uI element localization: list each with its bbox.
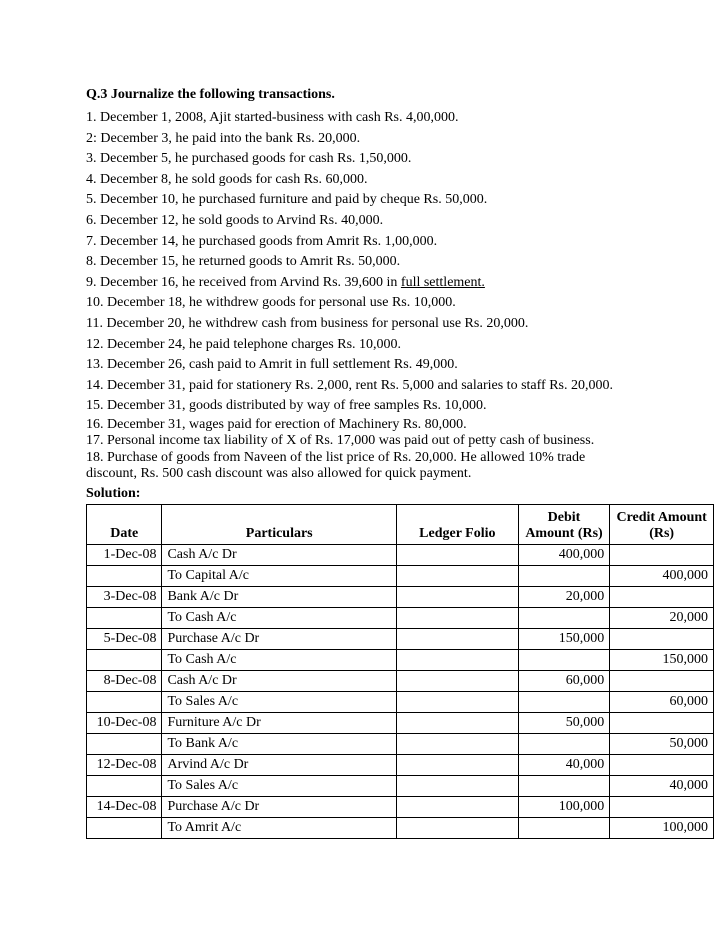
- list-item-text: 9. December 16, he received from Arvind Rs. 39,600 in: [86, 274, 401, 290]
- cell-debit: [518, 776, 610, 797]
- cell-ledger-folio: [396, 608, 518, 629]
- cell-debit: 60,000: [518, 671, 610, 692]
- list-item: 18. Purchase of goods from Naveen of the list price of Rs. 20,000. He allowed 10% trade: [86, 449, 586, 465]
- cell-ledger-folio: [396, 566, 518, 587]
- cell-credit: 400,000: [610, 566, 714, 587]
- table-row: [87, 587, 714, 608]
- cell-particulars: Bank A/c Dr: [162, 587, 396, 608]
- header-debit: Debit Amount (Rs): [518, 505, 610, 545]
- cell-ledger-folio: [396, 629, 518, 650]
- cell-credit: 100,000: [610, 818, 714, 839]
- cell-particulars: To Amrit A/c: [162, 818, 396, 839]
- cell-particulars: Purchase A/c Dr: [162, 797, 396, 818]
- question-title: Q.3 Journalize the following transactions.: [86, 87, 335, 102]
- table-row: [87, 629, 714, 650]
- cell-date: [87, 566, 162, 587]
- list-item: 2: December 3, he paid into the bank Rs. 20,000.: [86, 130, 361, 146]
- cell-date: 10-Dec-08: [87, 713, 162, 734]
- cell-date: [87, 818, 162, 839]
- table-row: [87, 818, 714, 839]
- cell-debit: [518, 692, 610, 713]
- cell-particulars: Cash A/c Dr: [162, 671, 396, 692]
- cell-ledger-folio: [396, 776, 518, 797]
- cell-particulars: Arvind A/c Dr: [162, 755, 396, 776]
- table-row: [87, 797, 714, 818]
- cell-credit: [610, 671, 714, 692]
- list-item: discount, Rs. 500 cash discount was also allowed for quick payment.: [86, 466, 472, 482]
- list-item: 11. December 20, he withdrew cash from business for personal use Rs. 20,000.: [86, 315, 529, 331]
- cell-date: [87, 608, 162, 629]
- cell-ledger-folio: [396, 692, 518, 713]
- cell-ledger-folio: [396, 587, 518, 608]
- solution-label: Solution:: [86, 486, 141, 501]
- cell-particulars: To Sales A/c: [162, 692, 396, 713]
- cell-date: [87, 734, 162, 755]
- table-row: [87, 776, 714, 797]
- cell-particulars: Cash A/c Dr: [162, 545, 396, 566]
- table-header-row: [87, 505, 714, 545]
- cell-debit: 50,000: [518, 713, 610, 734]
- transaction-list: [86, 108, 686, 483]
- cell-ledger-folio: [396, 755, 518, 776]
- cell-date: 14-Dec-08: [87, 797, 162, 818]
- cell-ledger-folio: [396, 545, 518, 566]
- list-item: 1. December 1, 2008, Ajit started-business with cash Rs. 4,00,000.: [86, 110, 459, 125]
- table-row: [87, 650, 714, 671]
- cell-date: 3-Dec-08: [87, 587, 162, 608]
- cell-particulars: To Cash A/c: [162, 608, 396, 629]
- header-date: Date: [87, 505, 162, 545]
- cell-debit: [518, 734, 610, 755]
- cell-debit: 20,000: [518, 587, 610, 608]
- cell-ledger-folio: [396, 734, 518, 755]
- cell-credit: [610, 797, 714, 818]
- journal-table: [86, 504, 714, 839]
- list-item: 10. December 18, he withdrew goods for personal use Rs. 10,000.: [86, 295, 456, 311]
- cell-credit: 20,000: [610, 608, 714, 629]
- cell-ledger-folio: [396, 650, 518, 671]
- table-row: [87, 671, 714, 692]
- list-item: 15. December 31, goods distributed by way of free samples Rs. 10,000.: [86, 398, 487, 414]
- cell-ledger-folio: [396, 713, 518, 734]
- cell-particulars: To Sales A/c: [162, 776, 396, 797]
- header-particulars: Particulars: [162, 505, 396, 545]
- cell-ledger-folio: [396, 797, 518, 818]
- cell-debit: [518, 608, 610, 629]
- cell-date: 8-Dec-08: [87, 671, 162, 692]
- list-item: 13. December 26, cash paid to Amrit in full settlement Rs. 49,000.: [86, 357, 458, 373]
- header-credit: Credit Amount (Rs): [610, 505, 714, 545]
- underlined-phrase: full settlement.: [400, 274, 485, 290]
- cell-credit: [610, 713, 714, 734]
- table-row: [87, 608, 714, 629]
- list-item: 4. December 8, he sold goods for cash Rs. 60,000.: [86, 171, 368, 187]
- cell-particulars: To Cash A/c: [162, 650, 396, 671]
- cell-credit: [610, 629, 714, 650]
- cell-date: 5-Dec-08: [87, 629, 162, 650]
- cell-date: 12-Dec-08: [87, 755, 162, 776]
- cell-particulars: Purchase A/c Dr: [162, 629, 396, 650]
- list-item: 6. December 12, he sold goods to Arvind Rs. 40,000.: [86, 212, 384, 228]
- cell-debit: 40,000: [518, 755, 610, 776]
- list-item: 17. Personal income tax liability of X of Rs. 17,000 was paid out of petty cash of business.: [86, 433, 595, 449]
- cell-debit: 400,000: [518, 545, 610, 566]
- cell-credit: 150,000: [610, 650, 714, 671]
- list-item: 14. December 31, paid for stationery Rs. 2,000, rent Rs. 5,000 and salaries to staff Rs. 20,000.: [86, 377, 613, 393]
- cell-debit: [518, 566, 610, 587]
- cell-ledger-folio: [396, 671, 518, 692]
- cell-date: [87, 650, 162, 671]
- list-item: 12. December 24, he paid telephone charges Rs. 10,000.: [86, 336, 402, 352]
- table-row: [87, 692, 714, 713]
- journal-body: [87, 545, 714, 839]
- list-item: 8. December 15, he returned goods to Amrit Rs. 50,000.: [86, 254, 401, 270]
- list-item: 5. December 10, he purchased furniture and paid by cheque Rs. 50,000.: [86, 192, 488, 208]
- cell-credit: [610, 545, 714, 566]
- table-row: [87, 545, 714, 566]
- cell-credit: 40,000: [610, 776, 714, 797]
- cell-credit: [610, 587, 714, 608]
- cell-debit: [518, 650, 610, 671]
- cell-date: 1-Dec-08: [87, 545, 162, 566]
- table-row: [87, 755, 714, 776]
- list-item: 3. December 5, he purchased goods for cash Rs. 1,50,000.: [86, 151, 412, 167]
- cell-particulars: Furniture A/c Dr: [162, 713, 396, 734]
- cell-date: [87, 692, 162, 713]
- table-row: [87, 566, 714, 587]
- header-ledger-folio: Ledger Folio: [396, 505, 518, 545]
- cell-ledger-folio: [396, 818, 518, 839]
- cell-date: [87, 776, 162, 797]
- cell-credit: 50,000: [610, 734, 714, 755]
- cell-particulars: To Capital A/c: [162, 566, 396, 587]
- cell-credit: [610, 755, 714, 776]
- table-row: [87, 734, 714, 755]
- list-item: [86, 273, 686, 294]
- cell-credit: 60,000: [610, 692, 714, 713]
- cell-debit: [518, 818, 610, 839]
- cell-debit: 100,000: [518, 797, 610, 818]
- list-item: 7. December 14, he purchased goods from Amrit Rs. 1,00,000.: [86, 233, 438, 249]
- list-item: 16. December 31, wages paid for erection of Machinery Rs. 80,000.: [86, 416, 467, 432]
- cell-debit: 150,000: [518, 629, 610, 650]
- table-row: [87, 713, 714, 734]
- cell-particulars: To Bank A/c: [162, 734, 396, 755]
